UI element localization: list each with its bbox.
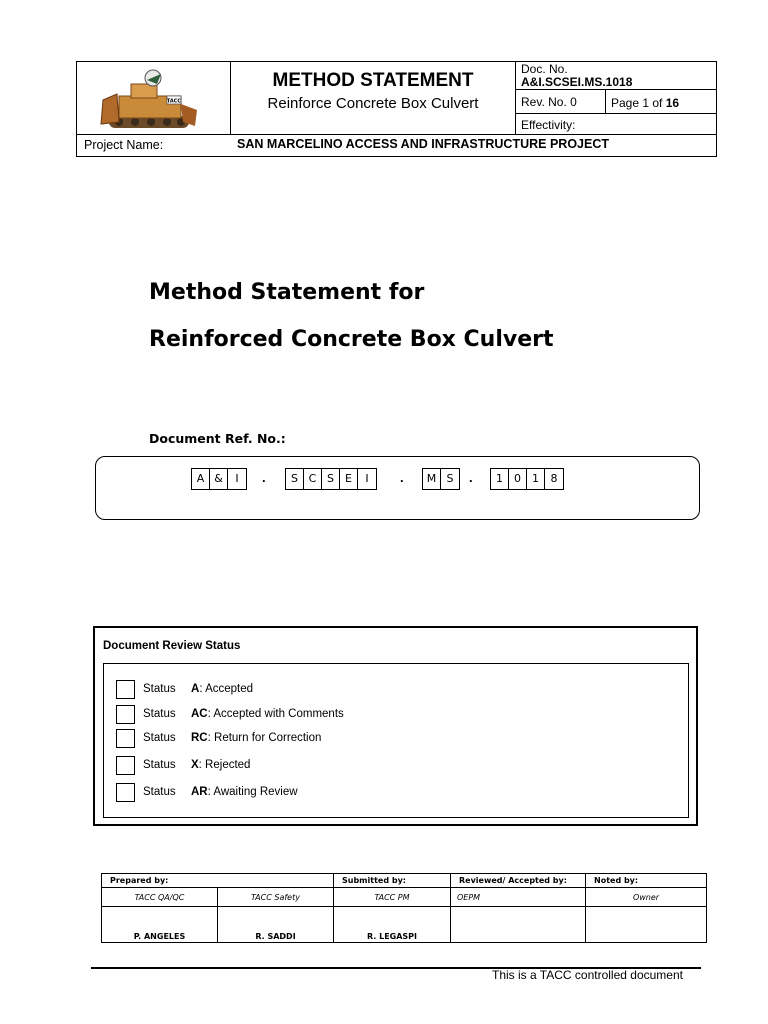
status-checkbox[interactable]	[116, 705, 135, 724]
doc-ref-label: Document Ref. No.:	[149, 431, 286, 446]
doc-ref-char: S	[446, 472, 454, 485]
doc-ref-char: I	[235, 472, 239, 485]
status-desc: : Rejected	[198, 759, 251, 771]
signatory-role: TACC PM	[334, 888, 451, 907]
status-word: Status	[143, 708, 176, 720]
signatory-role: TACC Safety	[218, 888, 334, 907]
status-code: AR	[191, 786, 208, 798]
doc-ref-separator: .	[262, 470, 266, 485]
status-row-return-for-correction	[116, 728, 321, 748]
doc-ref-char: S	[286, 469, 304, 489]
status-checkbox[interactable]	[116, 680, 135, 699]
revision-number: Rev. No. 0	[521, 95, 577, 109]
status-desc: : Awaiting Review	[207, 786, 298, 798]
document-title-line1: Method Statement for	[149, 280, 425, 305]
doc-ref-char: 1	[491, 469, 509, 489]
signatory-name	[451, 907, 586, 943]
review-status-title: Document Review Status	[103, 640, 241, 652]
doc-ref-separator: .	[400, 470, 404, 485]
reviewed-by-header: Reviewed/ Accepted by:	[451, 874, 586, 888]
footer-note: This is a TACC controlled document	[492, 968, 683, 982]
signatory-name: R. SADDI	[218, 907, 334, 943]
status-code: A	[191, 683, 200, 695]
signatory-role: TACC QA/QC	[102, 888, 218, 907]
status-row-accepted	[116, 679, 253, 699]
header-subtitle: Reinforce Concrete Box Culvert	[267, 95, 479, 112]
status-desc: : Accepted	[199, 683, 254, 695]
signatory-role: Owner	[586, 888, 707, 907]
doc-ref-char: C	[304, 469, 322, 489]
status-word: Status	[143, 759, 176, 771]
doc-ref-group-2	[285, 468, 377, 490]
doc-ref-char: 8	[550, 472, 558, 485]
doc-ref-char: E	[340, 469, 358, 489]
doc-ref-char: 1	[527, 469, 545, 489]
status-row-rejected	[116, 755, 250, 775]
doc-ref-group-4	[490, 468, 564, 490]
effectivity-label: Effectivity:	[521, 118, 576, 132]
signature-table	[101, 873, 707, 943]
project-name-value: SAN MARCELINO ACCESS AND INFRASTRUCTURE PROJECT	[237, 137, 610, 151]
status-word: Status	[143, 786, 176, 798]
svg-text:TACC: TACC	[166, 98, 182, 105]
doc-ref-char: &	[210, 469, 228, 489]
status-code: RC	[191, 732, 208, 744]
doc-ref-char: M	[423, 469, 441, 489]
doc-ref-char: I	[365, 472, 369, 485]
status-code: AC	[191, 708, 208, 720]
status-checkbox[interactable]	[116, 756, 135, 775]
doc-no-value: A&I.SCSEI.MS.1018	[521, 75, 633, 89]
doc-ref-char: 0	[509, 469, 527, 489]
status-desc: : Return for Correction	[207, 732, 322, 744]
status-desc: : Accepted with Comments	[207, 708, 344, 720]
page-number	[611, 96, 679, 110]
signatory-name: P. ANGELES	[102, 907, 218, 943]
doc-no-label: Doc. No.	[521, 62, 568, 76]
signatory-role: OEPM	[451, 888, 586, 907]
page-prefix: Page 1 of	[611, 96, 666, 110]
status-checkbox[interactable]	[116, 729, 135, 748]
signatory-name	[586, 907, 707, 943]
doc-ref-separator: .	[469, 470, 473, 485]
document-header	[76, 61, 717, 157]
doc-ref-group-1	[191, 468, 247, 490]
status-row-accepted-with-comments	[116, 704, 344, 724]
doc-ref-char: S	[322, 469, 340, 489]
doc-ref-char: A	[192, 469, 210, 489]
status-word: Status	[143, 683, 176, 695]
noted-by-header: Noted by:	[586, 874, 707, 888]
submitted-by-header: Submitted by:	[334, 874, 451, 888]
status-row-awaiting-review	[116, 782, 298, 802]
doc-ref-group-3	[422, 468, 460, 490]
header-title: METHOD STATEMENT	[272, 70, 474, 91]
status-code: X	[191, 759, 199, 771]
signatory-name: R. LEGASPI	[334, 907, 451, 943]
document-title-line2: Reinforced Concrete Box Culvert	[149, 327, 554, 352]
status-checkbox[interactable]	[116, 783, 135, 802]
company-logo-icon	[97, 66, 207, 134]
doc-ref-box	[95, 456, 700, 520]
status-word: Status	[143, 732, 176, 744]
project-name-label: Project Name:	[84, 138, 164, 152]
page-total: 16	[665, 96, 680, 110]
prepared-by-header: Prepared by:	[102, 874, 334, 888]
